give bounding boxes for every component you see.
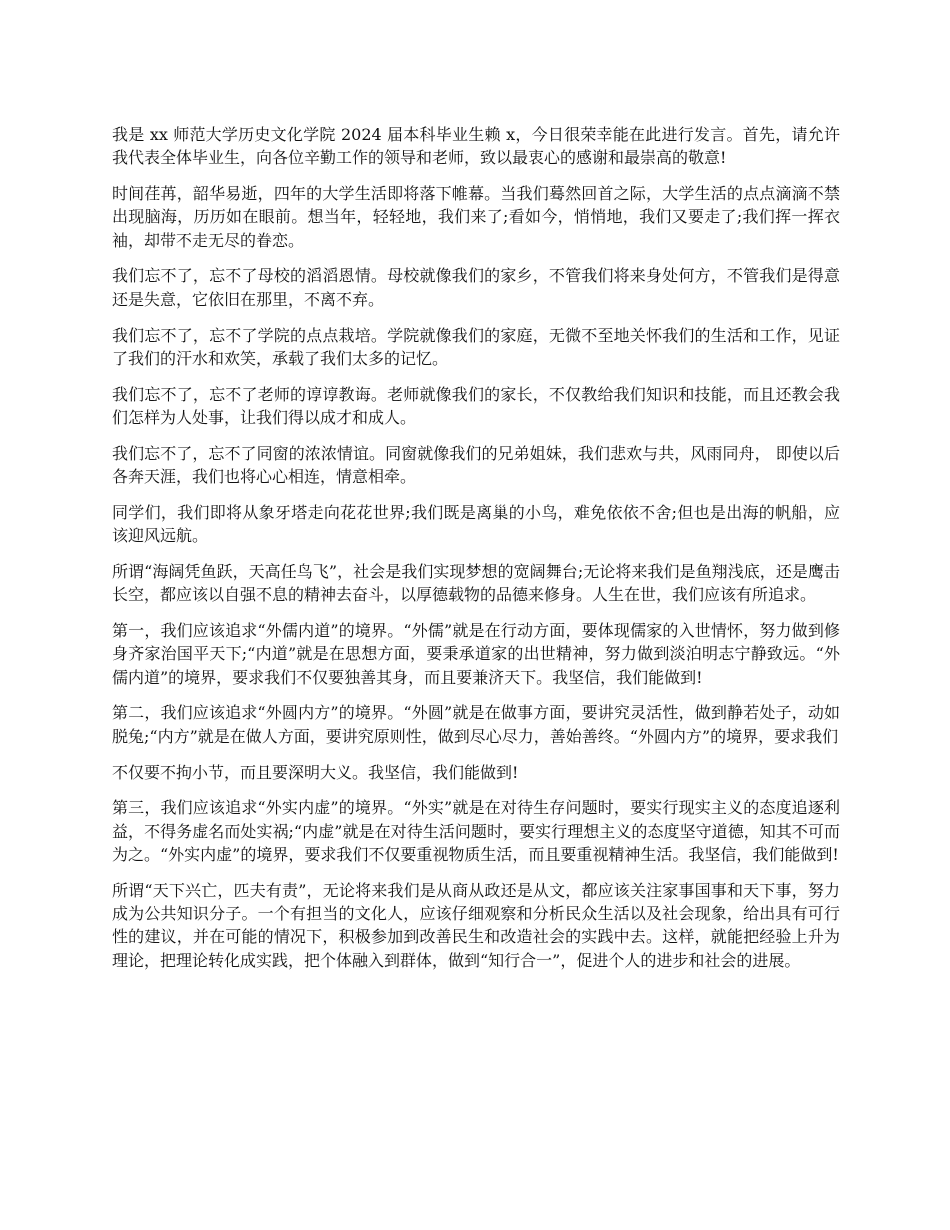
- paragraph-12: 第三，我们应该追求“外实内虚”的境界。“外实”就是在对待生存问题时，要实行现实主义的态度追逐利益，不得务虚名而处实祸;“内虚”就是在对待生活问题时，要实行理想主义的态度坚守道德，知其不可而为之。“外实内虚”的境界，要求我们不仅要重视物质生活，而且要重视精神生活。我坚信，我们能做到!: [112, 798, 840, 864]
- paragraph-10: 第二，我们应该追求“外圆内方”的境界。“外圆”就是在做事方面，要讲究灵活性，做到静若处子，动如脱兔;“内方”就是在做人方面，要讲究原则性，做到尽心尽力，善始善终。“外圆内方”的境界，要求我们: [112, 703, 840, 746]
- paragraph-13: 所谓“天下兴亡，匹夫有责”，无论将来我们是从商从政还是从文，都应该关注家事国事和天下事，努力成为公共知识分子。一个有担当的文化人，应该仔细观察和分析民众生活以及社会现象，给出具有可行性的建议，并在可能的情况下，积极参加到改善民生和改造社会的实践中去。这样，就能把经验上升为理论，把理论转化成实践，把个体融入到群体，做到“知行合一”，促进个人的进步和社会的进展。: [112, 880, 840, 970]
- paragraph-8: 所谓“海阔凭鱼跃，天高任鸟飞”，社会是我们实现梦想的宽阔舞台;无论将来我们是鱼翔浅底，还是鹰击长空，都应该以自强不息的精神去奋斗，以厚德载物的品德来修身。人生在世，我们应该有所追求。: [112, 561, 840, 605]
- document-body: [112, 123, 840, 984]
- paragraph-11: 不仅要不拘小节，而且要深明大义。我坚信，我们能做到!: [112, 762, 519, 782]
- paragraph-4: 我们忘不了，忘不了学院的点点栽培。学院就像我们的家庭，无微不至地关怀我们的生活和工作，见证了我们的汗水和欢笑，承载了我们太多的记忆。: [112, 325, 840, 368]
- paragraph-6: 我们忘不了，忘不了同窗的浓浓情谊。同窗就像我们的兄弟姐妹，我们悲欢与共，风雨同舟， 即使以后各奔天涯，我们也将心心相连，情意相牵。: [112, 443, 840, 487]
- paragraph-5: 我们忘不了，忘不了老师的谆谆教诲。老师就像我们的家长，不仅教给我们知识和技能，而且还教会我们怎样为人处事，让我们得以成才和成人。: [112, 384, 840, 427]
- paragraph-1: 我是 xx 师范大学历史文化学院 2024 届本科毕业生赖 x，今日很荣幸能在此进行发言。首先，请允许我代表全体毕业生，向各位辛勤工作的领导和老师，致以最衷心的感谢和最崇高的敬意!: [112, 125, 840, 168]
- paragraph-3: 我们忘不了，忘不了母校的滔滔恩情。母校就像我们的家乡，不管我们将来身处何方，不管我们是得意还是失意，它依旧在那里，不离不弃。: [112, 266, 840, 309]
- paragraph-7: 同学们，我们即将从象牙塔走向花花世界;我们既是离巢的小鸟，难免依依不舍;但也是出海的帆船，应该迎风远航。: [112, 502, 840, 546]
- paragraph-9: 第一，我们应该追求“外儒内道”的境界。“外儒”就是在行动方面，要体现儒家的入世情怀，努力做到修身齐家治国平天下;“内道”就是在思想方面，要秉承道家的出世精神，努力做到淡泊明志宁静致远。“外儒内道”的境界，要求我们不仅要独善其身，而且要兼济天下。我坚信，我们能做到!: [112, 621, 840, 687]
- paragraph-2: 时间荏苒，韶华易逝，四年的大学生活即将落下帷幕。当我们蓦然回首之际，大学生活的点点滴滴不禁出现脑海，历历如在眼前。想当年，轻轻地，我们来了;看如今，悄悄地，我们又要走了;我们挥一挥衣袖，却带不走无尽的眷恋。: [112, 184, 840, 250]
